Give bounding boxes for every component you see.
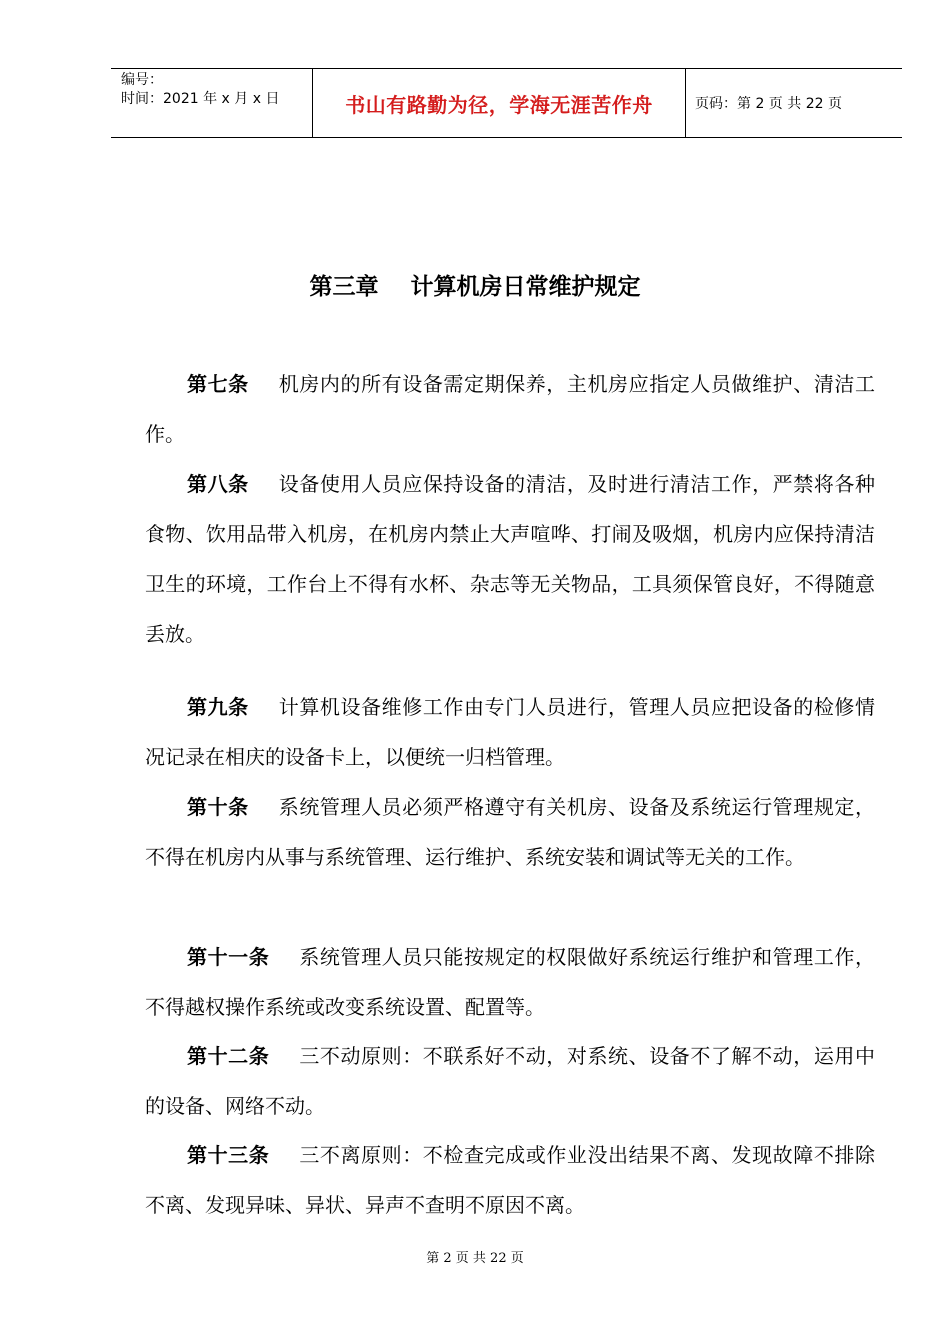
header-motto: 书山有路勤为径，学海无涯苦作舟 bbox=[345, 92, 653, 117]
article-text: 设备使用人员应保持设备的清洁，及时进行清洁工作，严禁将各种食物、饮用品带入机房，在机房内禁止大声喧哗、打闹及吸烟，机房内应保持清洁卫生的环境，工作台上不得有水杯、杂志等无关物品，工具须保管良好，不得随意丢放。 bbox=[145, 472, 876, 646]
article-text: 系统管理人员必须严格遵守有关机房、设备及系统运行管理规定，不得在机房内从事与系统管理、运行维护、系统安装和调试等无关的工作。 bbox=[145, 795, 876, 869]
article-label: 第八条 bbox=[187, 472, 249, 496]
header-motto-cell bbox=[313, 69, 686, 137]
article-text: 系统管理人员只能按规定的权限做好系统运行维护和管理工作，不得越权操作系统或改变系统设置、配置等。 bbox=[145, 945, 876, 1019]
article-label: 第十条 bbox=[187, 795, 249, 819]
chapter-title: 第三章 计算机房日常维护规定 bbox=[309, 274, 641, 300]
article-text: 机房内的所有设备需定期保养，主机房应指定人员做维护、清洁工作。 bbox=[145, 372, 876, 446]
article-label: 第十三条 bbox=[187, 1143, 270, 1167]
article-text: 三不动原则：不联系好不动，对系统、设备不了解不动，运用中的设备、网络不动。 bbox=[145, 1044, 876, 1118]
article-label: 第九条 bbox=[187, 695, 249, 719]
article-9 bbox=[145, 682, 875, 782]
article-13 bbox=[145, 1130, 875, 1230]
header-table bbox=[111, 68, 902, 138]
article-8 bbox=[145, 459, 875, 659]
article-label: 第十二条 bbox=[187, 1044, 270, 1068]
article-label: 第十一条 bbox=[187, 945, 270, 969]
article-text: 三不离原则：不检查完成或作业没出结果不离、发现故障不排除不离、发现异味、异状、异声不查明不原因不离。 bbox=[145, 1143, 876, 1217]
article-text: 计算机设备维修工作由专门人员进行，管理人员应把设备的检修情况记录在相庆的设备卡上，以便统一归档管理。 bbox=[145, 695, 876, 769]
article-12 bbox=[145, 1031, 875, 1131]
document-number-label: 编号： bbox=[121, 72, 163, 88]
header-meta-cell bbox=[111, 69, 313, 137]
document-time-label: 时间：2021 年 x 月 x 日 bbox=[121, 91, 280, 107]
article-label: 第七条 bbox=[187, 372, 249, 396]
article-10 bbox=[145, 782, 875, 882]
article-7 bbox=[145, 359, 875, 459]
header-page-label: 页码：第 2 页 共 22 页 bbox=[695, 96, 842, 112]
header-page-cell bbox=[686, 69, 902, 137]
article-11 bbox=[145, 932, 875, 1032]
page-footer: 第 2 页 共 22 页 bbox=[426, 1251, 524, 1266]
